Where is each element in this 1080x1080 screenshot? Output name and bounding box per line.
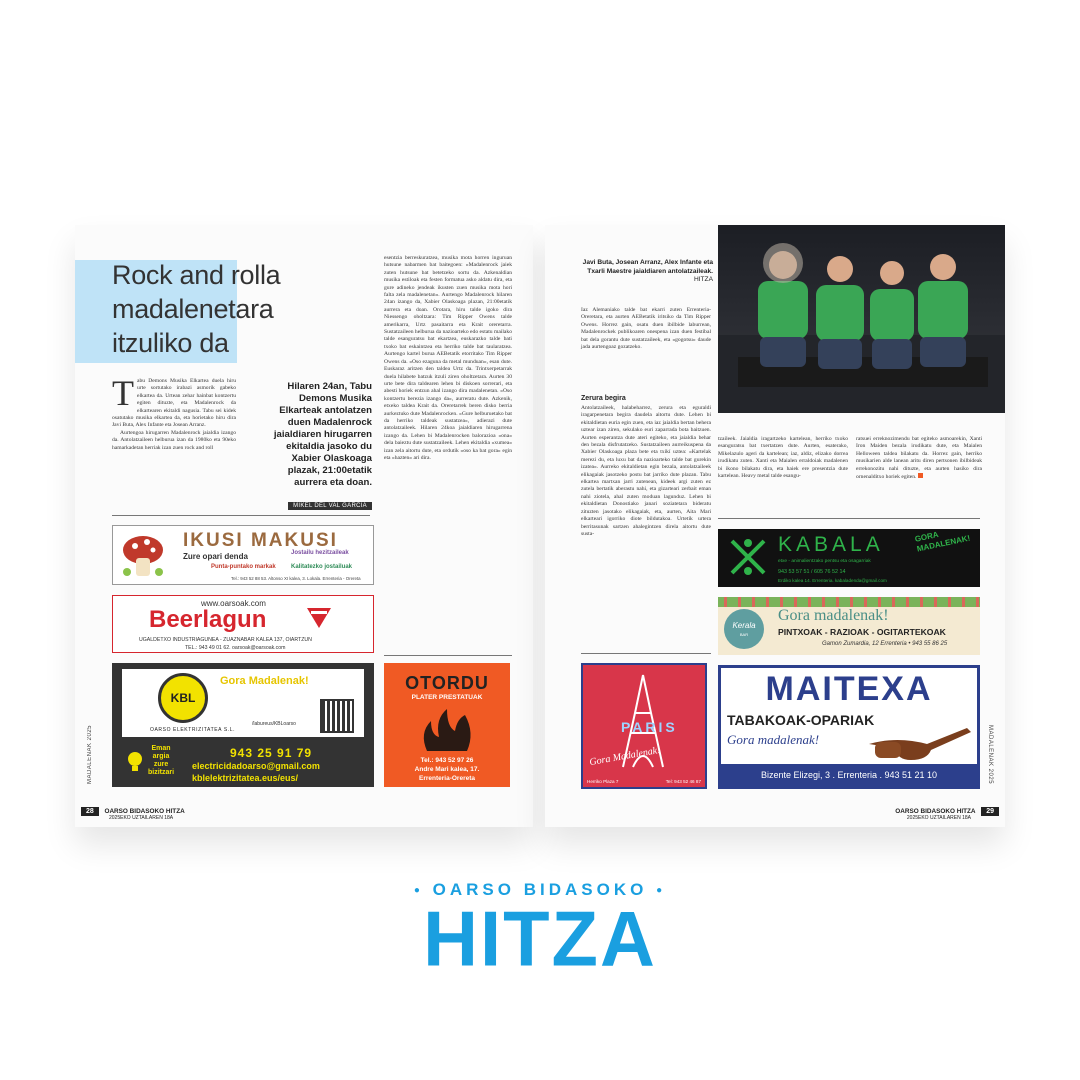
ikusi-tag-3: Kalitatezko jostailuak [291, 564, 353, 570]
kabala-phone: 943 53 57 51 / 605 76 52 14 [778, 569, 846, 575]
section-divider-right [384, 655, 512, 656]
folio-title: OARSO BIDASOKO HITZA [104, 808, 185, 815]
kerala-logo [724, 609, 764, 649]
brand-main: HITZA [423, 896, 657, 983]
article-column-1 [112, 373, 236, 452]
ad-paris[interactable] [581, 663, 707, 789]
paris-address: Herriko Plaza 7 [587, 779, 619, 784]
section-heading: Zerura begira [581, 395, 626, 402]
article-column-c: tzaileek. Jaialdia iragartzeko kartelean, herriko txoko esanguratsu bat txertatzen dute. Aurten, esaterako, Mikelazulo ageri da kartelean; iaz, aldiz, elizako dorrea irudikatu zuten. Xanti eta Maialen erraldoiak madalenen bi ikono bilakatu dira, eta haiek ere presentzia dute kartelean. Heavy metal talde esangu- [718, 436, 848, 480]
lightbulb-icon [126, 751, 144, 775]
maitexa-address: Bizente Elizegi, 3 . Errenteria . 943 51 21 10 [760, 770, 938, 780]
kbl-tagline-1: Eman [151, 745, 171, 752]
ikusi-title: IKUSI MAKUSI [183, 530, 338, 551]
kerala-logo-sub: BAR [739, 632, 749, 637]
paris-script: Gora Madalenak! [588, 744, 662, 769]
drop-cap: T [112, 373, 134, 413]
article-column-2: esentzia berreskuratzea, musika mota horren inguruan hutsune nabarmen bat baitegoen: «Madalenrock jaiek zuten hutsune bat betetzeko sortu da. Azkenaldian musika estiloak eta festen formatua asko aldatu dira, eta gure adineko jendeak ikusten zuen musika mota hori falta zela madalenetan». Aurtengo Madalenrock hilaren 24an izango da, Xabier Olaskoaga plazan, 21:00etatik aurrera eta doan. Orotara, hiru talde igoko dira Niessengo oholtzara: Tim Ripper Owens talde amerikarra, Urtz pasaitarra eta Krait oreretarra. Sustatzaileen helburua da nazioarteko edo estatu mailako talde esanguratsu bat ekartzea, euskarazko talde bati txoko bat eskaintzea eta herriko talde bat taularatzea. Aurtengo kartel burua AEBetatik etorritako Tim Ripper Owens da. «Oso ezaguna da metal munduan», esan dute. Euskaraz aritzen den taldea Urtz da. Trintxerpetarrak duela hilabete batzuk itzuli ziren oholtzetara. Aurten 30 urte bete dira taldearen lehen bi diskoen sorrerari, eta abesti horiek entzun ahal izango dira madalenetan. «Oso kontzertu berezia izango da», aurreratu dute. Azkenik, etxeko taldea Krait da. Oreretarrek beren disko berria aurkeztuko dute Madalenrocken. «Gure helburuetako bat da herriko taldeak sustatzea», adierazi dute antolatzaileek. Hilaren 24koa jaialdiaren hirugarrena izango da. Lehen bi Madalenrocken balorazioa «ona» dela baieztu dute sustatzaileek. Lehen ekitaldia «xumea» izan zela aitortu dute, eta ordutik «oso ka bat gora» egin eta «hazten» ari dira. [384, 255, 512, 461]
page-number-right: 29 [981, 807, 999, 816]
band-photo-illustration [718, 225, 1005, 413]
flame-icon [417, 707, 477, 753]
ikusi-tag-2: Punta-puntako markak [211, 564, 276, 570]
col1-paragraph-2: Aurtengoa hirugarren Madalenrock jaialdia izango da. Antolatzaileen helburua izan da 1980ko eta 90eko hamarkadetan herriak izan zuen rock and roll [112, 429, 236, 451]
mushroom-icon [119, 532, 167, 580]
brand-top-text: OARSO BIDASOKO [432, 880, 648, 899]
ad-beerlagun[interactable] [112, 595, 374, 653]
maitexa-slogan: Gora madalenak! [727, 732, 820, 747]
kerala-floral-band [718, 597, 980, 607]
section-divider-a [581, 653, 711, 654]
article-subhead: Hilaren 24an, Tabu Demons Musika Elkarteak antolatzen duen Madalenrock jaialdiaren hirugarren ekitaldia jasoko du Xabier Olaskoaga plazak, 21:00etatik aurrera eta doan. [273, 381, 372, 488]
qr-code-icon [320, 699, 354, 733]
photo-caption [575, 259, 713, 285]
kabala-x-icon [726, 535, 770, 579]
ad-otordu[interactable] [384, 663, 510, 787]
dot-icon: ● [413, 885, 424, 897]
beerlagun-logo-icon [307, 608, 331, 630]
right-page [545, 225, 1005, 827]
ad-kabala[interactable] [718, 529, 980, 587]
folio-date-right: 2025EKO UZTAILAREN 18A [906, 815, 971, 821]
kbl-tagline-2: argia [152, 753, 170, 760]
maitexa-sub: TABAKOAK-OPARIAK [727, 712, 875, 728]
section-divider [112, 515, 370, 516]
column-d-text: ratsuei erreknozimendu bat egiteko asmoarekin, Xanti Iron Maiden bezala irudikatu dute, eta Maialen Helloween taldea bilakatu da. Horrez gain, herriko musikarien alde lanean aritu diren pertsonen ibilbideak errekonozitu nahi dituzte, eta aurten hasiko dira ornenalditxo horiek egiten. [856, 436, 982, 481]
page-number: 28 [81, 807, 99, 816]
paris-name: PARIS [621, 719, 678, 735]
ikusi-tag-1: Jostailu hezitzaileak [291, 550, 349, 556]
ikusi-address: Tel.: 943 52 88 53. Altonso XI kalea, 3. Lokala. Errenteria - Orereta [231, 576, 361, 581]
band-photo [718, 225, 1005, 413]
pipe-icon [867, 722, 979, 762]
kabala-address: Erdiko kalea 14. Errenteria. kabaladenda@gmail.com [778, 578, 887, 583]
page-vertical-label: MADALENAK 2025 [87, 725, 93, 785]
section-divider-b [718, 518, 980, 519]
kerala-items: PINTXOAK - RAZIOAK - OGITARTEKOAK [778, 627, 946, 637]
kbl-company: OARSO ELEKTRIZITATEA S.L. [150, 727, 236, 733]
ad-kerala[interactable] [718, 597, 980, 655]
ad-kbl[interactable] [112, 663, 374, 787]
kbl-logo [158, 673, 208, 723]
kerala-address: Gamon Zumardia, 12 Errenteria • 943 55 86 25 [822, 641, 948, 647]
otordu-address: Andre Mari kalea, 17. [414, 766, 480, 773]
page-vertical-label-right: MADALENAK 2025 [987, 725, 993, 785]
brand-logo [0, 880, 1080, 983]
otordu-city: Errenteria-Orereta [419, 775, 475, 782]
kerala-logo-text: Kerala [732, 621, 756, 630]
left-folio [81, 808, 185, 821]
ikusi-subtitle: Zure opari denda [183, 552, 248, 561]
end-mark-icon [918, 473, 923, 478]
article-column-b: Antolatzaileek, halabeharrez, zerura eta eguraldi iragarpenetara begira daudela aitortu dute. Lehen bi ekitaldietan euria egin zuen, eta iaz jaialdia bertan behera uztear izan ziren, sekulako euri zaparrada bota baitzuen. Aurten esperantza dute ateri egiteko, eta jaialdia behar den bezala disfrutatzeko. Sustatzaileen aurreikuspena da Xabier Olaskoaga plaza bete eta txikí uztea: «Kartelak merezi du, eta luxu bat da nazioarteko talde bat gurekin izatea». Aurreko ekitaldietan egin bezala, antolatzaileek elikagaiak jasotzeko postu bat jarriko dute plazan. Tabu elkartea martxan jarri zutenean, kideek argi zuten ez zutela bertatik aberastu nahi, eta gizarteari zerbait eman nahi ziotela, ahal zuten moduan lagunduz. Lehen bi ekitaldietan Donostiako janari soziatetara bideratu zituzten jasotako elikagaiak, eta, aurten, Aita Mari elkarteari igorriko diote bildutakoa. Urtetik urtera berritasunak sartzen ahalegintzen direla aitortu dute susta- [581, 405, 711, 537]
kbl-logo-text: KBL [170, 691, 196, 705]
article-column-a: Iaz Alemaniako talde bat ekarri zuten Errenteria-Oreretara, eta aurten AEBetatik iritsiko da Tim Ripper Owens. Horrez gain, osatu duen ibilbide laburrean, Madalenrockek publikoaren onespena izan duen festibal bat dela gorantu dute sustatzaileek, eta «gogotsu» daude jada aurtengoaz gozatzeko. [581, 307, 711, 351]
otordu-phone: Tel.: 943 52 97 26 [420, 757, 474, 764]
kbl-web: kblelektrizitatea.eus/eus/ [192, 773, 299, 783]
otordu-sub: PLATER PRESTATUAK [411, 694, 483, 701]
caption-text: Javi Buta, Josean Arranz, Alex Infante eta Txarli Maestre jaialdiaren antolatzaileak. [582, 259, 713, 275]
paris-phone: Tel: 943 52 46 87 [665, 779, 701, 784]
maitexa-name: MAITEXA [765, 670, 933, 708]
kbl-slogan: Gora Madalenak! [220, 675, 309, 687]
beerlagun-url: www.oarsoak.com [201, 599, 266, 608]
photo-credit: MIKEL DEL VAL GARCIA [288, 502, 372, 510]
col1-paragraph-1: abu Demons Musika Elkartea duela hiru urte sortutako irabazi asmorik gabeko elkartea da. Urtean zehar hainbat kontzertu egiten dituzte, eta Madalenrock da elkartearen ekitaldi nagusia. Tabu sei kidek osatutako musika elkartea da, eta horietako hiru dira Javi Buta, Alex Infante eta Josean Arranz. [112, 378, 236, 429]
article-column-d [856, 436, 982, 481]
caption-credit: HITZA [693, 276, 713, 284]
kabala-desc: etxe - animalientzako pentsu eta osagarriak [778, 559, 871, 564]
kabala-slogan: GORA MADALENAK! [914, 530, 971, 554]
kbl-tagline-3: zure [153, 761, 169, 768]
kerala-slogan: Gora madalenak! [778, 607, 889, 624]
kbl-social: /labureus/KBLoarso [252, 721, 296, 727]
kbl-phone: 943 25 91 79 [230, 746, 313, 760]
beerlagun-address: UGALDETXO INDUSTRIAGUNEA - ZUAZNABAR KALEA 137, OIARTZUN [139, 637, 312, 643]
ad-ikusi-makusi[interactable] [112, 525, 374, 585]
folio-date: 2025EKO UZTAILAREN 18A [109, 815, 174, 821]
kbl-email: electricidadoarso@gmail.com [192, 761, 320, 771]
kbl-tagline-4: bizitzari [148, 769, 175, 776]
article-title: Rock and rolla madalenetara itzuliko da [112, 260, 281, 358]
right-folio [895, 808, 999, 821]
left-page [75, 225, 533, 827]
beerlagun-contact: TEL.: 943 49 01 62. oarsoak@oarsoak.com [185, 645, 286, 651]
otordu-name: OTORDU [405, 673, 489, 693]
kabala-name: KABALA [778, 533, 884, 556]
dot-icon: ● [656, 885, 667, 897]
kbl-tagline [148, 745, 174, 777]
folio-title-right: OARSO BIDASOKO HITZA [895, 808, 976, 815]
beerlagun-name: Beerlagun [149, 606, 267, 633]
ad-maitexa[interactable] [718, 665, 980, 789]
subhead-block [260, 381, 372, 512]
